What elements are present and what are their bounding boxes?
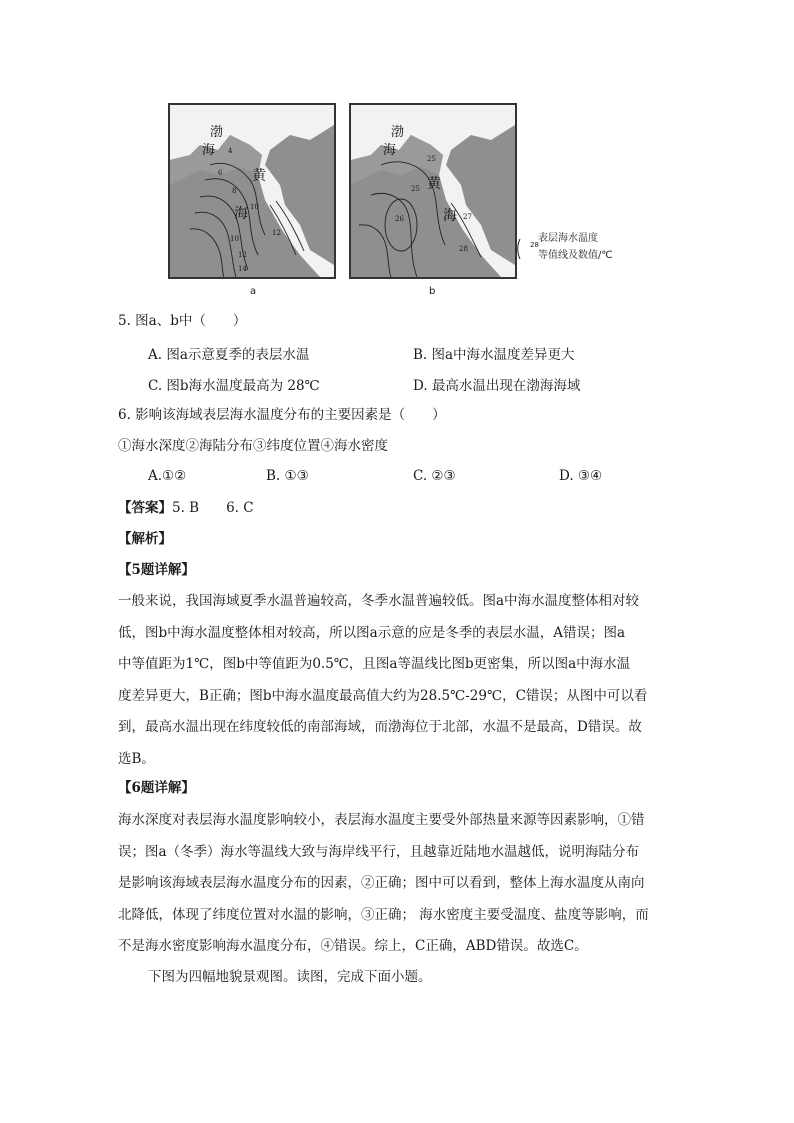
q5-option-a: A. 图a示意夏季的表层水温 xyxy=(148,347,310,363)
q6-detail-line: 不是海水密度影响海水温度分布，④错误。综上，C正确，ABD错误。故选C。 xyxy=(118,938,588,954)
map-a-isotherm-label: 12 xyxy=(238,251,247,259)
q6-option-a: A.①② xyxy=(148,468,187,484)
figure-legend xyxy=(516,229,666,269)
map-a-place-3: 黄 xyxy=(252,168,266,184)
q5-stem: 5. 图a、b中（ ） xyxy=(118,313,247,329)
map-b-place-4: 海 xyxy=(443,208,457,224)
q5-option-d: D. 最高水温出现在渤海海域 xyxy=(413,378,581,394)
map-a-isotherm-label: 12 xyxy=(272,229,281,237)
analysis-label: 【解析】 xyxy=(118,531,172,547)
answer-text: 5. B 6. C xyxy=(172,500,254,516)
next-section-intro: 下图为四幅地貌景观图。读图，完成下面小题。 xyxy=(148,969,432,985)
map-b-isotherm-label: 26 xyxy=(395,215,404,223)
q5-detail-line: 低，图b中海水温度整体相对较高，所以图a示意的应是冬季的表层水温，A错误；图a xyxy=(118,624,625,641)
map-b-place-1: 渤 xyxy=(391,125,405,140)
q6-detail-body xyxy=(118,805,678,963)
map-a-isotherm-label: 14 xyxy=(238,265,247,273)
map-a-place-1: 渤 xyxy=(210,125,224,140)
q6-detail-line: 海水深度对表层海水温度影响较小，表层海水温度主要受外部热量来源等因素影响，①错 xyxy=(118,812,645,828)
q5-detail-line: 中等值距为1℃，图b中等值距为0.5℃，且图a等温线比图b更密集，所以图a中海水温 xyxy=(118,656,631,672)
q5-detail-label: 【5题详解】 xyxy=(118,562,195,578)
q6-option-b: B. ①③ xyxy=(266,468,309,484)
map-b xyxy=(349,103,517,279)
map-a-place-4: 海 xyxy=(234,206,248,222)
map-a-isotherm-label: 8 xyxy=(232,187,237,195)
map-b-isotherm-label: 27 xyxy=(463,213,472,221)
map-a-place-2: 海 xyxy=(202,143,216,158)
q5-detail-line: 度差异更大，B正确；图b中海水温度最高值大约为28.5℃-29℃，C错误；从图中可以看 xyxy=(118,687,648,704)
q6-option-d: D. ③④ xyxy=(559,468,603,484)
map-b-isotherm-label: 28 xyxy=(459,245,468,253)
map-a-drawing xyxy=(170,105,334,277)
map-a-isotherm-label: 10 xyxy=(250,203,259,211)
map-b-caption: b xyxy=(429,286,436,297)
answer-label: 【答案】 xyxy=(118,500,172,516)
legend-line-1: 表层海水温度 xyxy=(538,233,598,244)
map-a-isotherm-label: 6 xyxy=(218,169,223,177)
q5-detail-line: 到，最高水温出现在纬度较低的南部海域，而渤海位于北部，水温不是最高，D错误。故 xyxy=(118,719,642,735)
q5-option-c: C. 图b海水温度最高为 28℃ xyxy=(148,378,320,394)
q6-factors: ①海水深度②海陆分布③纬度位置④海水密度 xyxy=(118,438,388,454)
q5-detail-line: 选B。 xyxy=(118,750,155,767)
sea-temperature-figure xyxy=(168,103,668,298)
q6-detail-line: 是影响该海域表层海水温度分布的因素，②正确；图中可以看到，整体上海水温度从南向 xyxy=(118,875,645,891)
q6-detail-line: 北降低，体现了纬度位置对水温的影响，③正确； 海水密度主要受温度、盐度等影响，而 xyxy=(118,906,649,923)
q6-option-c: C. ②③ xyxy=(413,468,456,484)
map-a-isotherm-label: 10 xyxy=(230,235,239,243)
map-a xyxy=(168,103,336,279)
q5-detail-body xyxy=(118,586,678,775)
q5-detail-line: 一般来说，我国海域夏季水温普遍较高，冬季水温普遍较低。图a中海水温度整体相对较 xyxy=(118,593,640,609)
map-a-isotherm-label: 4 xyxy=(228,147,233,155)
legend-sample-value: 28 xyxy=(530,241,539,249)
q6-detail-line: 误；图a（冬季）海水等温线大致与海岸线平行，且越靠近陆地水温越低，说明海陆分布 xyxy=(118,843,640,860)
map-b-place-3: 黄 xyxy=(427,176,441,192)
map-b-place-2: 海 xyxy=(383,143,397,158)
q5-option-b: B. 图a中海水温度差异更大 xyxy=(413,347,575,363)
q6-detail-label: 【6题详解】 xyxy=(118,780,195,796)
q6-stem: 6. 影响该海域表层海水温度分布的主要因素是（ ） xyxy=(118,407,446,423)
legend-line-2: 等值线及数值/℃ xyxy=(538,250,613,261)
map-b-isotherm-label: 25 xyxy=(427,155,436,163)
map-b-isotherm-label: 25 xyxy=(411,185,420,193)
answer-line xyxy=(118,499,254,517)
map-a-caption: a xyxy=(250,286,257,297)
